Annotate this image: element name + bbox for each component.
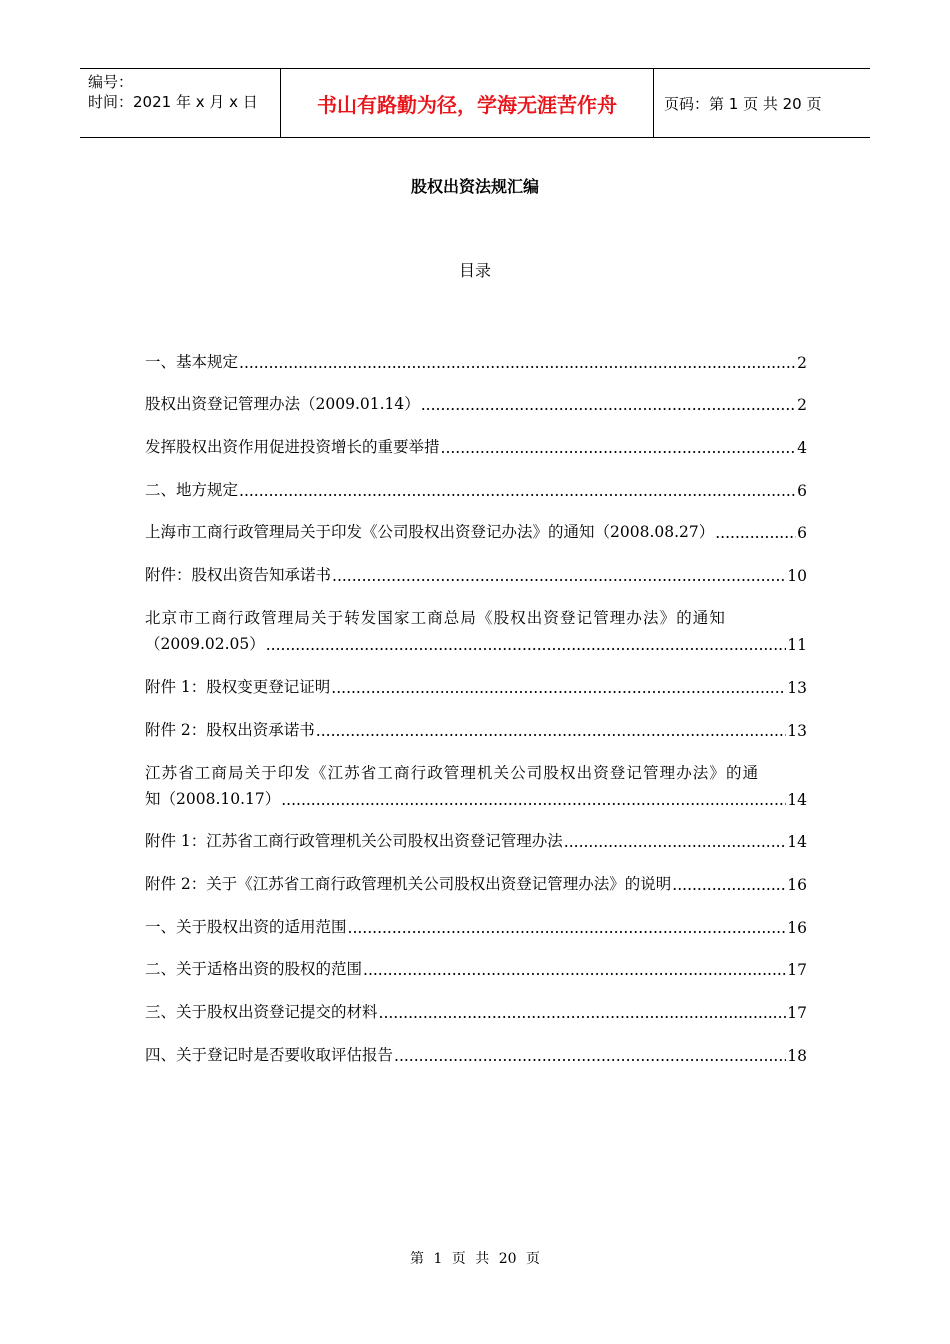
toc-page-number: 13 (787, 678, 807, 697)
toc-entry-text: 四、关于登记时是否要收取评估报告 (145, 1045, 394, 1064)
toc-page-number: 10 (787, 567, 807, 586)
toc-page-number: 6 (797, 524, 807, 543)
toc-entry[interactable] (145, 751, 807, 820)
toc-leader (379, 1004, 787, 1022)
header-motto: 书山有路勤为径，学海无涯苦作舟 (281, 69, 654, 137)
toc-leader (239, 482, 796, 500)
toc-entry-text: 上海市工商行政管理局关于印发《公司股权出资登记办法》的通知（2008.08.27） (145, 523, 715, 542)
number-label: 编号： (88, 73, 134, 91)
toc-leader (421, 396, 796, 414)
toc-page-number: 2 (797, 396, 807, 415)
toc-entry-text: 二、关于适格出资的股权的范围 (145, 960, 363, 979)
toc-leader (715, 524, 796, 542)
toc-entry-text: 北京市工商行政管理局关于转发国家工商总局《股权出资登记管理办法》的通知 (145, 609, 727, 628)
page-header (80, 68, 870, 138)
toc-entry[interactable] (145, 425, 807, 468)
toc-entry-text: 江苏省工商局关于印发《江苏省工商行政管理机关公司股权出资登记管理办法》的通 (145, 763, 760, 782)
toc-page-number: 14 (787, 833, 807, 852)
toc-entry[interactable] (145, 948, 807, 991)
toc-entry[interactable] (145, 708, 807, 751)
toc-leader (316, 722, 786, 740)
toc-entry-text: 一、基本规定 (145, 352, 239, 371)
toc-leader (348, 919, 787, 937)
toc-entry-text: 附件 1：股权变更登记证明 (145, 677, 331, 696)
toc-page-number: 13 (787, 721, 807, 740)
toc-entry[interactable] (145, 468, 807, 511)
toc-entry-text: 发挥股权出资作用促进投资增长的重要举措 (145, 438, 440, 457)
toc-leader (441, 439, 797, 457)
toc-entry[interactable] (145, 990, 807, 1033)
toc-leader (331, 679, 786, 697)
toc-page-number: 6 (797, 481, 807, 500)
toc-page-number: 4 (797, 439, 807, 458)
toc-page-number: 16 (787, 918, 807, 937)
toc-leader (332, 567, 786, 585)
toc-entry[interactable] (145, 905, 807, 948)
toc-entry[interactable] (145, 340, 807, 383)
toc-page-number: 17 (787, 961, 807, 980)
toc-entry-text: 附件 2：关于《江苏省工商行政管理机关公司股权出资登记管理办法》的说明 (145, 874, 672, 893)
document-title: 股权出资法规汇编 (410, 177, 539, 196)
toc-leader (266, 636, 787, 654)
toc-entry[interactable] (145, 596, 807, 665)
toc-entry-text: 一、关于股权出资的适用范围 (145, 917, 347, 936)
toc-leader (564, 833, 786, 851)
toc-entry-text: 附件 2：股权出资承诺书 (145, 720, 315, 739)
toc-entry[interactable] (145, 1033, 807, 1076)
toc-entry-text: 附件：股权出资告知承诺书 (145, 566, 332, 585)
toc-heading: 目录 (458, 261, 491, 280)
header-meta (80, 69, 281, 137)
toc-leader (363, 961, 786, 979)
toc-entry[interactable] (145, 511, 807, 554)
toc-entry-text: 知（2008.10.17） (145, 789, 281, 808)
toc-page-number: 14 (787, 790, 807, 809)
toc-entry-text: 股权出资登记管理办法（2009.01.14） (145, 395, 420, 414)
time-label: 时间：2021 年 x 月 x 日 (88, 93, 258, 111)
toc-entry-text: 附件 1：江苏省工商行政管理机关公司股权出资登记管理办法 (145, 832, 563, 851)
toc-entry-text: （2009.02.05） (145, 635, 265, 654)
toc-entry-text: 二、地方规定 (145, 480, 239, 499)
toc-entry[interactable] (145, 383, 807, 426)
toc-leader (394, 1047, 786, 1065)
toc-page-number: 2 (797, 353, 807, 372)
toc-leader (672, 876, 786, 894)
toc-page-number: 16 (787, 875, 807, 894)
table-of-contents (145, 340, 807, 1076)
toc-leader (281, 791, 786, 809)
toc-page-number: 17 (787, 1003, 807, 1022)
header-page-info: 页码：第 1 页 共 20 页 (664, 94, 822, 113)
toc-entry[interactable] (145, 862, 807, 905)
toc-leader (239, 354, 796, 372)
toc-page-number: 11 (787, 636, 807, 655)
toc-entry[interactable] (145, 553, 807, 596)
toc-entry[interactable] (145, 665, 807, 708)
toc-page-number: 18 (787, 1046, 807, 1065)
page-footer: 第 1 页 共 20 页 (410, 1251, 540, 1267)
toc-entry-text: 三、关于股权出资登记提交的材料 (145, 1002, 378, 1021)
toc-entry[interactable] (145, 820, 807, 863)
